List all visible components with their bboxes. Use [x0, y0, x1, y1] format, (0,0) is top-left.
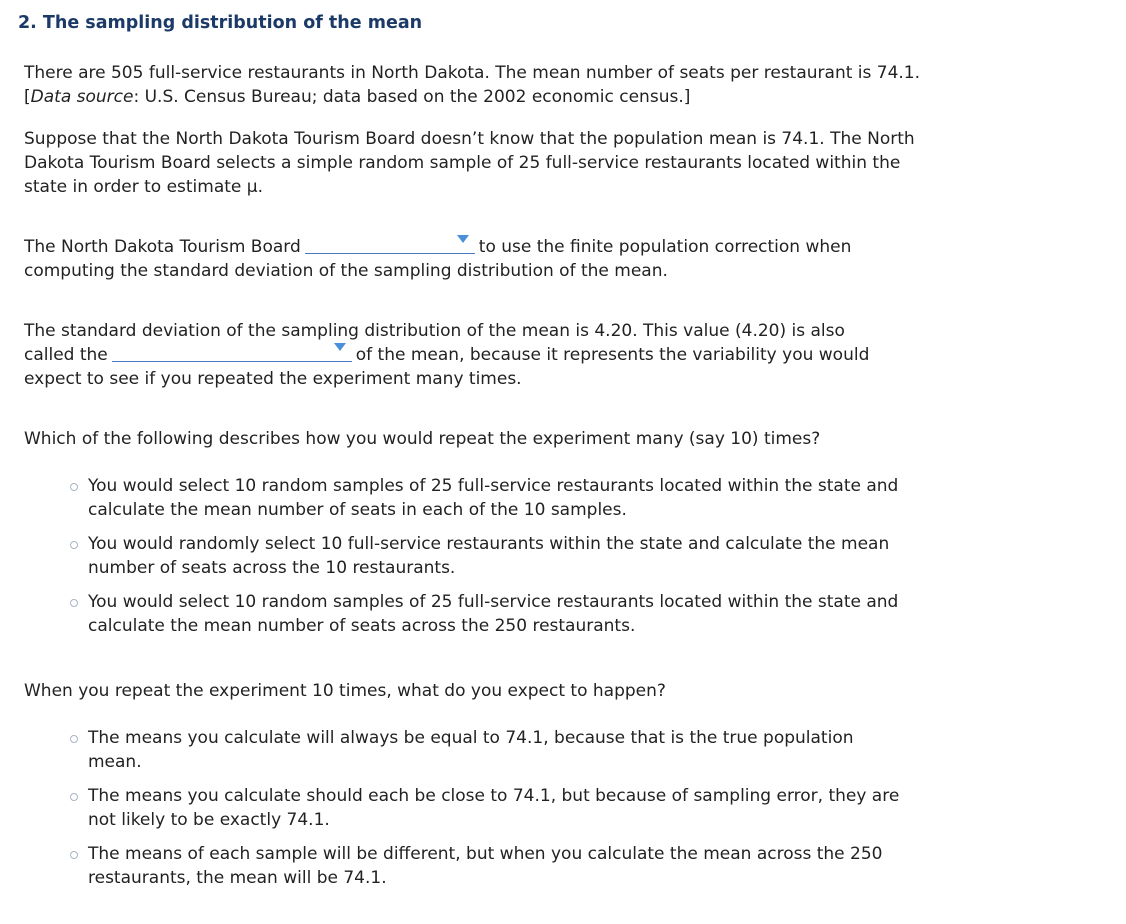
repeat-option-3[interactable] — [70, 590, 910, 638]
caret-down-icon — [457, 235, 469, 243]
radio-button-icon[interactable] — [70, 483, 78, 491]
question-title: 2. The sampling distribution of the mean — [18, 13, 423, 33]
std-error-dropdown[interactable] — [112, 343, 352, 362]
expect-option-1[interactable] — [70, 726, 910, 774]
repeat-option-3-label: You would select 10 random samples of 25 full-service restaurants located within the state and calculate the mean number of seats across the 250 restaurants. — [88, 592, 899, 636]
radio-button-icon[interactable] — [70, 793, 78, 801]
repeat-option-2[interactable] — [70, 532, 910, 580]
intro-text-1: There are 505 full-service restaurants in North Dakota. The mean number of seats per restaurant is 74.1. [ — [24, 63, 921, 107]
std-error-paragraph — [24, 319, 944, 391]
scenario-paragraph: Suppose that the North Dakota Tourism Board doesn’t know that the population mean is 74.1. The North Dakota Tourism Board selects a simple random sample of 25 full-service restaurants located within the state in order to estimate μ. — [24, 129, 915, 197]
fpc-text-before: The North Dakota Tourism Board — [24, 237, 301, 257]
repeat-option-2-label: You would randomly select 10 full-service restaurants within the state and calculate the mean number of seats across the 10 restaurants. — [88, 534, 890, 578]
expect-option-3[interactable] — [70, 842, 910, 890]
repeat-option-1-label: You would select 10 random samples of 25 full-service restaurants located within the state and calculate the mean number of seats in each of the 10 samples. — [88, 476, 899, 520]
data-source-label: Data source — [30, 87, 134, 107]
fpc-dropdown[interactable] — [305, 235, 475, 254]
radio-button-icon[interactable] — [70, 735, 78, 743]
fpc-paragraph — [24, 235, 944, 283]
expect-option-2-label: The means you calculate should each be close to 74.1, but because of sampling error, they are not likely to be exactly 74.1. — [88, 786, 900, 830]
fpc-text-after: to use the finite population correction when computing the standard deviation of the sampling distribution of the mean. — [24, 237, 852, 281]
std-error-text-after: of the mean, because it represents the variability you would — [355, 345, 870, 365]
std-error-line-3: expect to see if you repeated the experiment many times. — [24, 369, 522, 389]
std-error-text-before: called the — [24, 345, 108, 365]
expect-option-1-label: The means you calculate will always be equal to 74.1, because that is the true population mean. — [88, 728, 854, 772]
intro-paragraph — [24, 61, 944, 109]
caret-down-icon — [334, 343, 346, 351]
radio-button-icon[interactable] — [70, 599, 78, 607]
std-error-line-1: The standard deviation of the sampling distribution of the mean is 4.20. This value (4.20) is also — [24, 321, 845, 341]
expect-options-list — [70, 726, 910, 900]
repeat-question-prompt: Which of the following describes how you would repeat the experiment many (say 10) times? — [24, 429, 821, 449]
expect-option-2[interactable] — [70, 784, 910, 832]
repeat-option-1[interactable] — [70, 474, 910, 522]
repeat-options-list — [70, 474, 910, 648]
radio-button-icon[interactable] — [70, 541, 78, 549]
expect-question-prompt: When you repeat the experiment 10 times, what do you expect to happen? — [24, 681, 666, 701]
intro-text-2: : U.S. Census Bureau; data based on the 2002 economic census.] — [133, 87, 691, 107]
expect-option-3-label: The means of each sample will be different, but when you calculate the mean across the 250 restaurants, the mean will be 74.1. — [88, 844, 883, 888]
radio-button-icon[interactable] — [70, 851, 78, 859]
